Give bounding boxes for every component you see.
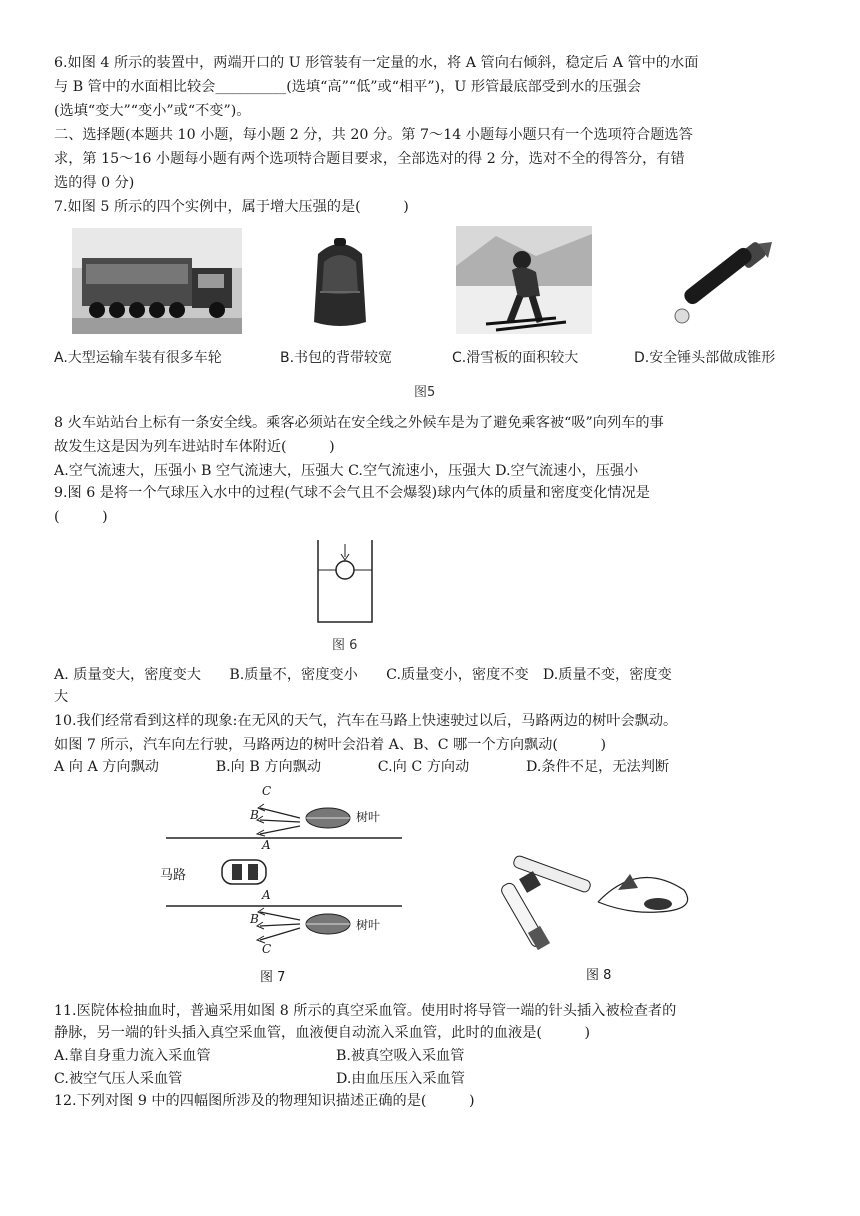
q10-line-1: 10.我们经常看到这样的现象:在无风的天气，汽车在马路上快速驶过以后，马路两边的树叶会飘动。 <box>54 713 678 729</box>
figure-7-caption: 图 7 <box>260 970 286 985</box>
q11-option-b: B.被真空吸入采血管 <box>336 1048 465 1064</box>
letter-a-top: A <box>262 838 271 852</box>
letter-c-top: C <box>262 784 272 798</box>
skier-photo <box>456 226 592 334</box>
q9-options-line-2: 大 <box>54 689 69 705</box>
leaf-label-bottom: 树叶 <box>356 918 381 932</box>
balloon-water-diagram <box>300 532 390 632</box>
q6-line-1: 6.如图 4 所示的装置中，两端开口的 U 形管装有一定量的水，将 A 管向右倾斜，稳定后 A 管中的水面 <box>54 55 699 71</box>
q7-option-a: A.大型运输车装有很多车轮 <box>54 350 222 366</box>
truck-photo <box>72 228 242 334</box>
q11-line-2: 静脉，另一端的针头插入真空采血管，血液便自动流入采血管，此时的血液是( ) <box>54 1025 591 1041</box>
q9-line-2: ( ) <box>54 509 108 525</box>
q6-line-2: 与 B 管中的水面相比较会__________(选填“高”“低”或“相平”)，U 形管最底部受到水的压强会 <box>54 79 642 95</box>
letter-b-top: B <box>250 808 259 822</box>
section2-line-2: 求，第 15～16 小题每小题有两个选项特合题目要求，全部选对的得 2 分，选对不全的得答分，有错 <box>54 151 685 167</box>
q11-option-c: C.被空气压人采血管 <box>54 1071 183 1087</box>
q6-line-3: (选填“变大”“变小”或“不变”)。 <box>54 103 251 119</box>
q10-options: A 向 A 方向飘动 B.向 B 方向飘动 C.向 C 方向动 D.条件不足，无法判断 <box>54 759 670 775</box>
figure-8-caption: 图 8 <box>586 968 612 983</box>
figure-6-caption: 图 6 <box>332 638 358 653</box>
q7-option-c: C.滑雪板的面积较大 <box>452 350 579 366</box>
q11-option-d: D.由血压压入采血管 <box>336 1071 465 1087</box>
q9-line-1: 9.图 6 是将一个气球压入水中的过程(气球不会气且不会爆裂)球内气体的质量和密度变化情况是 <box>54 485 650 501</box>
safety-hammer-photo <box>656 234 780 334</box>
q9-options-line-1: A. 质量变大，密度变大 B.质量不，密度变小 C.质量变小，密度不变 D.质量不变，密度变 <box>54 667 672 683</box>
q12-stem: 12.下列对图 9 中的四幅图所涉及的物理知识描述正确的是( ) <box>54 1093 475 1109</box>
blood-tube-diagram <box>488 840 718 990</box>
letter-b-bottom: B <box>250 912 259 926</box>
letter-a-bottom: A <box>262 888 271 902</box>
q7-option-d: D.安全锤头部做成锥形 <box>634 350 776 366</box>
q7-stem: 7.如图 5 所示的四个实例中，属于增大压强的是( ) <box>54 199 409 215</box>
road-label: 马路 <box>160 868 187 883</box>
backpack-photo <box>300 232 380 332</box>
figure-5-caption: 图5 <box>414 385 436 400</box>
leaf-label-top: 树叶 <box>356 810 381 824</box>
section2-line-3: 选的得 0 分) <box>54 175 135 191</box>
q11-option-a: A.靠自身重力流入采血管 <box>54 1048 211 1064</box>
q8-line-1: 8 火车站站台上标有一条安全线。乘客必须站在安全线之外候车是为了避免乘客被“吸”向列车的事 <box>54 415 664 431</box>
section2-line-1: 二、选择题(本题共 10 小题，每小题 2 分，共 20 分。第 7～14 小题每小题只有一个选项符合题选答 <box>54 127 693 143</box>
q8-line-2: 故发生这是因为列车进站时车体附近( ) <box>54 439 335 455</box>
letter-c-bottom: C <box>262 942 272 956</box>
q10-line-2: 如图 7 所示，汽车向左行驶，马路两边的树叶会沿着 A、B、C 哪一个方向飘动( ) <box>54 737 607 753</box>
q8-options: A.空气流速大，压强小 B 空气流速大，压强大 C.空气流速小，压强大 D.空气流速小，压强小 <box>54 463 639 479</box>
road-leaves-diagram <box>150 782 410 990</box>
q11-line-1: 11.医院体检抽血时，普遍采用如图 8 所示的真空采血管。使用时将导管一端的针头插入被检查者的 <box>54 1003 677 1019</box>
q7-option-b: B.书包的背带较宽 <box>280 350 393 366</box>
